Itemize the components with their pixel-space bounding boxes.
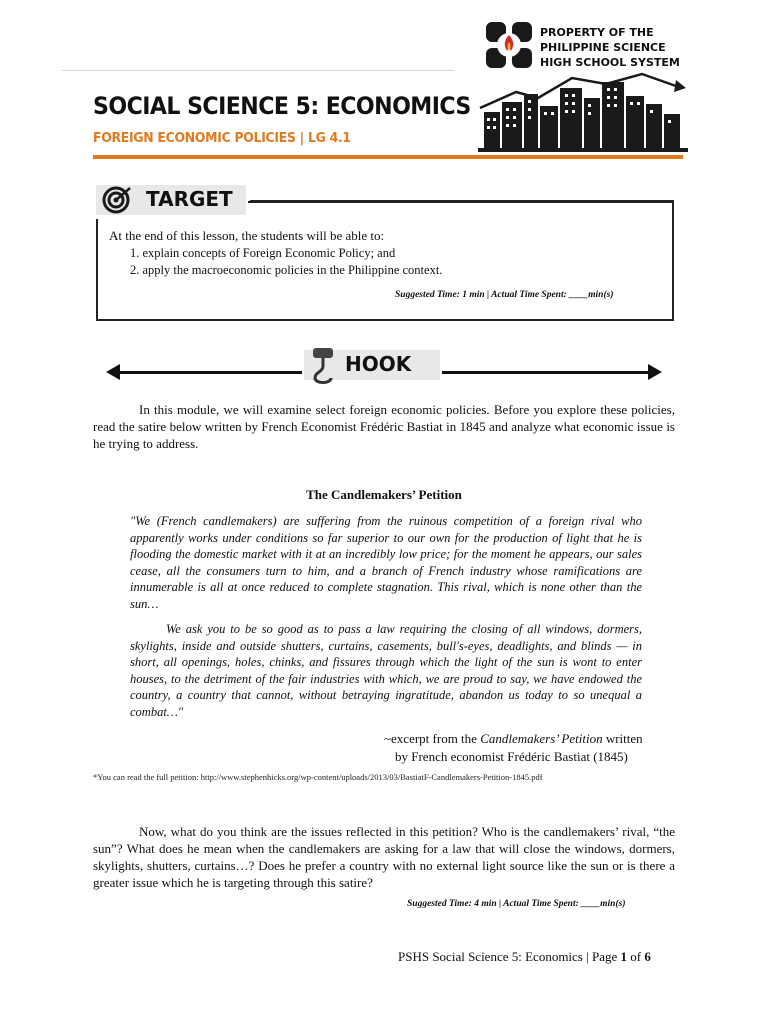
header-orange-rule: [93, 155, 683, 159]
pshs-logo-icon: [484, 20, 534, 70]
footer-total-pages: 6: [644, 949, 651, 964]
page-footer: [398, 949, 651, 965]
excerpt-prefix: ~excerpt from the: [384, 731, 481, 746]
property-line-3: HIGH SCHOOL SYSTEM: [540, 56, 680, 69]
petition-quote-paragraph-2: We ask you to be so good as to pass a law requiring the closing of all windows, dormers, skylights, inside and outside shutters, curtains, casements, bull's-eyes, deadlights, and blinds — in short, all openings, holes, chinks, and fissures through which the light of the sun is wont to enter houses, to the detriment of the fair industries with which, we are proud to say, we have endowed the country, a country that cannot, without betraying ingratitude, abandon us today to so unequal a combat…": [130, 622, 642, 719]
petition-footnote: *You can read the full petition: http://www.stephenhicks.org/wp-content/uploads/2013/03/BastiatF-Candlemakers-Petition-1845.pdf: [93, 772, 543, 782]
property-line-1: PROPERTY OF THE: [540, 26, 654, 39]
petition-quote-paragraph-1: "We (French candlemakers) are suffering from the ruinous competition of a foreign rival who apparently works under conditions so far superior to our own for the production of light that he is flooding the domestic market with it at an incredibly low price; for the moment he appears, our sales cease, all the consumers turn to him, and a branch of French industry whose ramifications are innumerable is all at once reduced to complete stagnation. This rival, which is none other than the sun…: [130, 514, 642, 611]
arrow-left-icon: [106, 364, 120, 380]
footer-page-number: 1: [620, 949, 627, 964]
hook-suggested-time: Suggested Time: 4 min | Actual Time Spent: ____min(s): [407, 899, 626, 909]
target-icon: [102, 186, 132, 214]
property-line-2: PHILIPPINE SCIENCE: [540, 41, 666, 54]
target-heading-rule: [250, 200, 674, 202]
footer-prefix: PSHS Social Science 5: Economics | Page: [398, 949, 621, 964]
objective-item: 2. apply the macroeconomic policies in the Philippine context.: [130, 263, 443, 277]
excerpt-suffix: written: [602, 731, 643, 746]
excerpt-author: by French economist Frédéric Bastiat (1845): [395, 749, 628, 764]
target-box: [96, 201, 674, 321]
target-suggested-time: Suggested Time: 1 min | Actual Time Spent: ____min(s): [395, 290, 614, 300]
hook-intro-paragraph: In this module, we will examine select foreign economic policies. Before you explore these policies, read the satire below written by French Economist Frédéric Bastiat in 1845 and analyze what economic issue is he trying to address.: [93, 402, 675, 451]
page-subtitle: FOREIGN ECONOMIC POLICIES | LG 4.1: [93, 130, 351, 146]
excerpt-attribution: [384, 731, 643, 747]
city-skyline-icon: [476, 68, 692, 152]
objective-item: 1. explain concepts of Foreign Economic Policy; and: [130, 246, 396, 260]
header-top-rule: [62, 70, 454, 71]
target-heading: TARGET: [146, 187, 233, 211]
arrow-right-icon: [648, 364, 662, 380]
petition-title: The Candlemakers’ Petition: [306, 487, 462, 502]
hook-heading: HOOK: [345, 352, 412, 376]
property-notice: [540, 25, 680, 70]
excerpt-title: Candlemakers’ Petition: [480, 731, 603, 746]
page-title: SOCIAL SCIENCE 5: ECONOMICS: [93, 92, 471, 120]
reflection-questions: Now, what do you think are the issues reflected in this petition? Who is the candlemakers’ rival, “the sun”? What does he mean when the candlemakers are asking for a law that will close the windows, dormers, skylights, shutters, curtains…? Does he prefer a country with no external light source like the sun or is there a greater issue which he is targeting through this satire?: [93, 824, 675, 890]
target-intro: At the end of this lesson, the students will be able to:: [109, 228, 385, 243]
footer-of: of: [627, 949, 645, 964]
hook-icon: [307, 346, 339, 386]
